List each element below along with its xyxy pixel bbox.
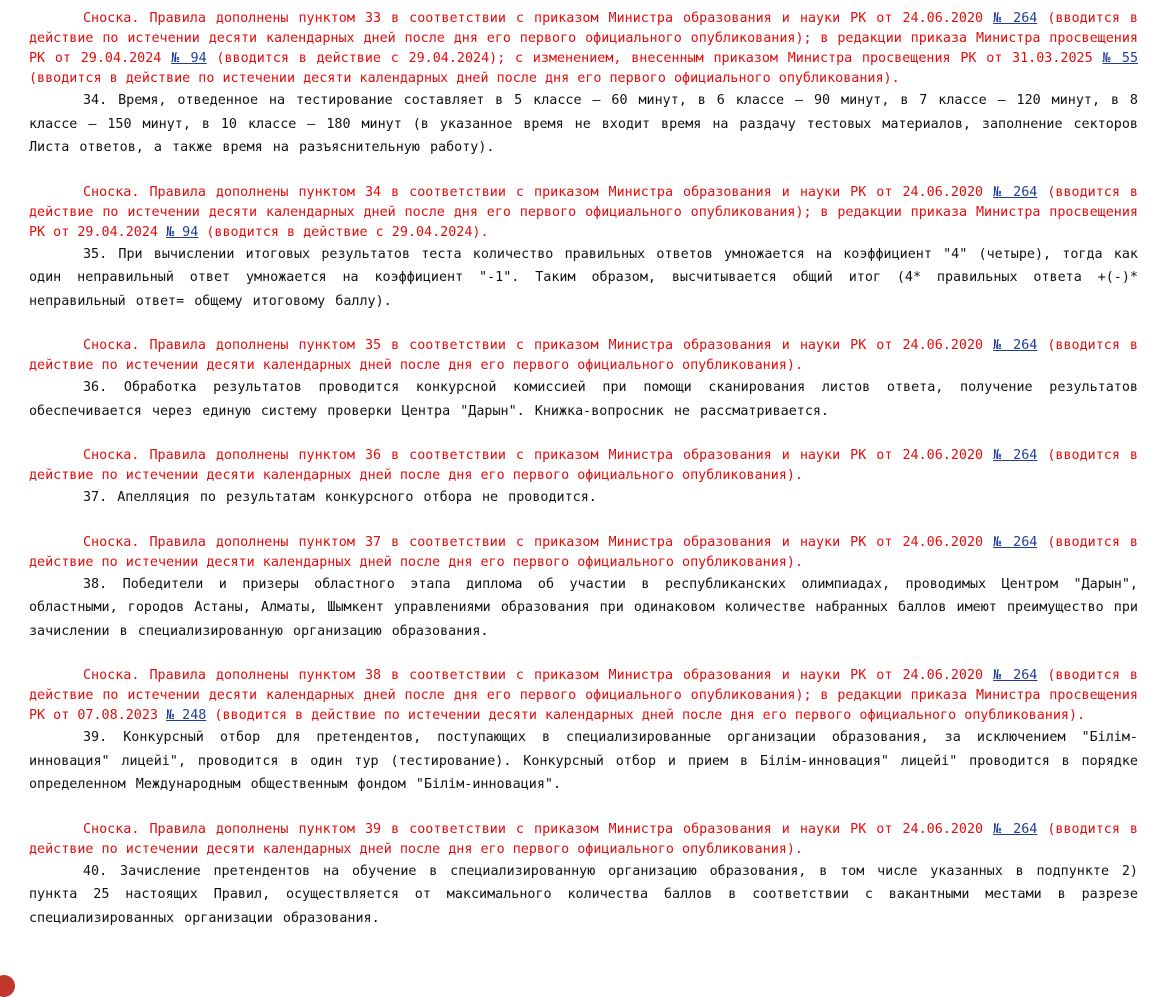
footnote [29,820,1138,860]
footnote-text: Сноска. Правила дополнены пунктом 34 в соответствии с приказом Министра образования и науки РК от 24.06.2020 [83,184,994,200]
footnote-text: (вводится в действие по истечении десяти календарных дней после дня его первого официального опубликования). [29,71,900,86]
footnote-text: (вводится в действие с 29.04.2024); с изменением, внесенным приказом Министра просвещения РК от 31.03.2025 [206,51,1103,66]
footnote [29,183,1138,243]
footnote-text: Сноска. Правила дополнены пунктом 37 в соответствии с приказом Министра образования и науки РК от 24.06.2020 [83,534,994,550]
footnote-text: Сноска. Правила дополнены пунктом 38 в соответствии с приказом Министра образования и науки РК от 24.06.2020 [83,668,994,683]
rule-paragraph: 39. Конкурсный отбор для претендентов, поступающих в специализированные организации образования, за исключением "Білім-инновация" лицейі", проводится в один тур (тестирование). Конкурсный отбор и прием в Білім-инновация" лицейі" проводится в порядке определенном Международным общественным фондом "Білім-инновация". [29,730,1138,792]
footnote-text: (вводится в действие с 29.04.2024). [198,224,489,240]
rule-paragraph: 40. Зачисление претендентов на обучение в специализированную организацию образования, в том числе указанных в подпункте 2) пункта 25 настоящих Правил, осуществляется от максимального количества баллов в соответствии с вакантными местами в разрезе специализированных организации образования. [29,863,1138,926]
footnote-text: Сноска. Правила дополнены пунктом 35 в соответствии с приказом Министра образования и науки РК от 24.06.2020 [83,338,994,353]
footnote [29,666,1138,726]
order-link[interactable]: № 264 [993,338,1038,353]
footnote-text: (вводится в действие по истечении десяти календарных дней после дня его первого официального опубликования). [29,338,1138,373]
order-link[interactable]: № 264 [993,448,1038,463]
order-link[interactable]: № 264 [993,184,1038,200]
rule-paragraph: 36. Обработка результатов проводится конкурсной комиссией при помощи сканирования листов ответа, получение результатов обеспечивается через единую систему проверки Центра "Дарын". Книжка-вопросник не рассматривается. [29,380,1138,419]
rule-paragraph: 34. Время, отведенное на тестирование составляет в 5 классе – 60 минут, в 6 классе – 90 минут, в 7 классе – 120 минут, в 8 классе – 150 минут, в 10 классе – 180 минут (в указанное время не входит время на раздачу тестовых материалов, заполнение секторов Листа ответов, а также время на разъяснительную работу). [29,93,1138,155]
footnote-text: (вводится в действие по истечении десяти календарных дней после дня его первого официального опубликования). [29,534,1138,570]
order-link[interactable]: № 94 [171,51,207,66]
footnote-text: (вводится в действие по истечении десяти календарных дней после дня его первого официального опубликования); в редакции приказа Министра просвещения РК от 29.04.2024 [29,184,1138,240]
order-link[interactable]: № 264 [993,11,1038,26]
footnote [29,533,1138,573]
footnote-text: (вводится в действие по истечении десяти календарных дней после дня его первого официального опубликования). [29,821,1138,857]
footnote-text: Сноска. Правила дополнены пунктом 39 в соответствии с приказом Министра образования и науки РК от 24.06.2020 [83,821,994,837]
order-link[interactable]: № 264 [993,534,1038,550]
order-link[interactable]: № 94 [166,224,199,240]
footnote-text: Сноска. Правила дополнены пунктом 33 в соответствии с приказом Министра образования и науки РК от 24.06.2020 [83,11,994,26]
floating-action-icon[interactable] [0,975,15,997]
order-link[interactable]: № 264 [993,668,1038,683]
footnote [29,9,1138,89]
footnote-text: (вводится в действие по истечении десяти календарных дней после дня его первого официального опубликования). [29,448,1138,483]
rule-paragraph: 35. При вычислении итоговых результатов теста количество правильных ответов умножается на коэффициент "4" (четыре), тогда как один неправильный ответ умножается на коэффициент "-1". Таким образом, высчитывается общий итог (4* правильных ответа +(-)* неправильный ответ= общему итоговому баллу). [29,246,1138,309]
footnote-text: (вводится в действие по истечении десяти календарных дней после дня его первого официального опубликования). [206,708,1086,723]
rule-paragraph: 38. Победители и призеры областного этапа диплома об участии в республиканских олимпиадах, проводимых Центром "Дарын", областными, городов Астаны, Алматы, Шымкент управлениями образования при одинаковом количестве набранных баллов имеют преимущество при зачислении в специализированную организацию образования. [29,576,1138,639]
footnote-text: Сноска. Правила дополнены пунктом 36 в соответствии с приказом Министра образования и науки РК от 24.06.2020 [83,448,994,463]
footnote-text: (вводится в действие по истечении десяти календарных дней после дня его первого официального опубликования); в редакции приказа Министра просвещения РК от 07.08.2023 [29,668,1138,723]
rule-paragraph: 37. Апелляция по результатам конкурсного отбора не проводится. [83,490,597,505]
order-link[interactable]: № 248 [166,708,207,723]
footnote [29,336,1138,376]
footnote [29,446,1138,486]
order-link[interactable]: № 264 [993,821,1038,837]
footnote-text: (вводится в действие по истечении десяти календарных дней после дня его первого официального опубликования); в редакции приказа Министра просвещения РК от 29.04.2024 [29,11,1138,66]
order-link[interactable]: № 55 [1102,51,1139,66]
